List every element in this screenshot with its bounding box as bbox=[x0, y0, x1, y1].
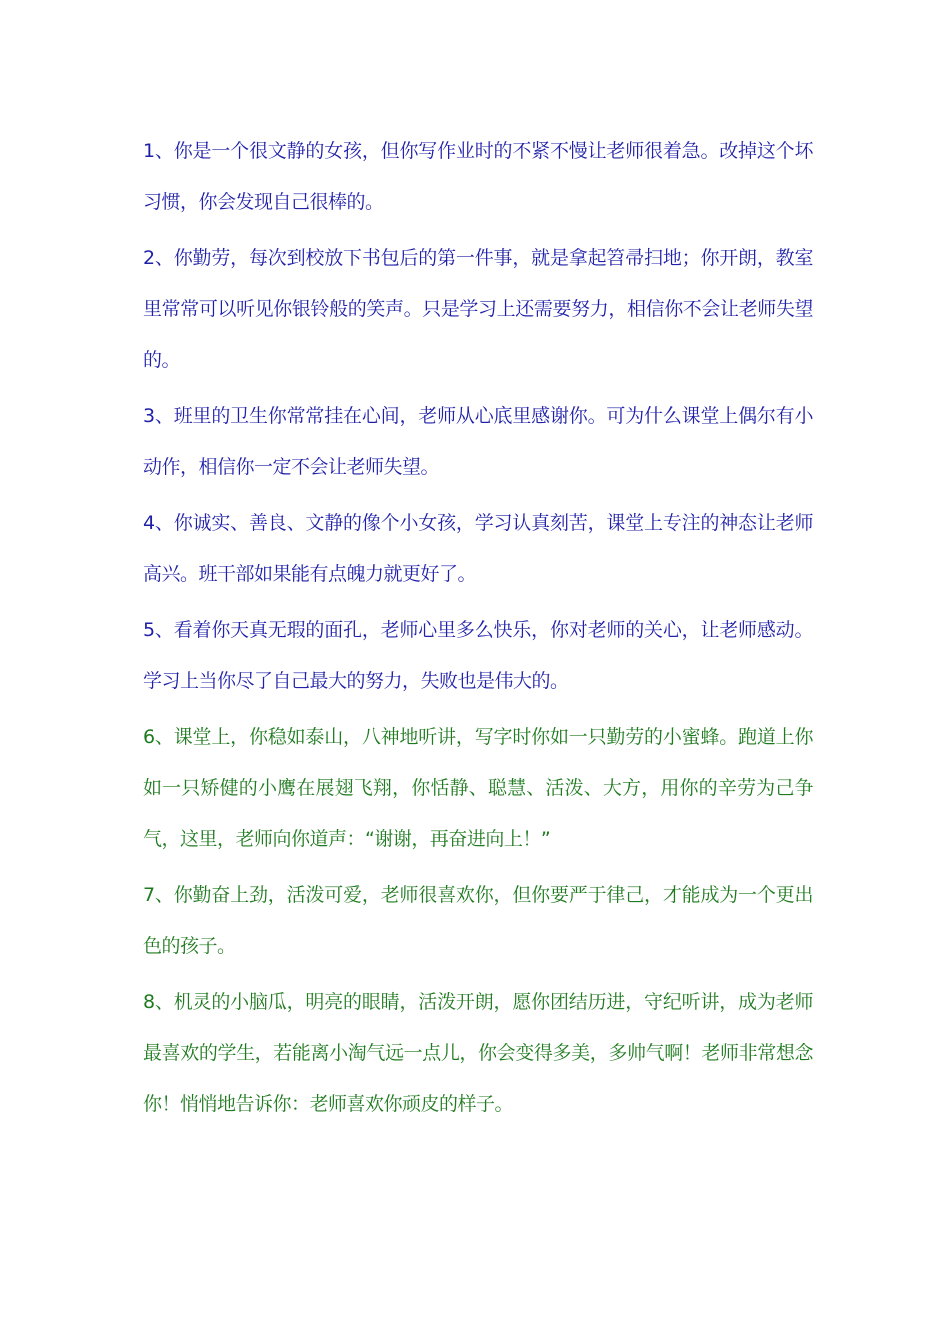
comment-paragraph-3: 3、班里的卫生你常常挂在心间，老师从心底里感谢你。可为什么课堂上偶尔有小动作，相信你一定不会让老师失望。 bbox=[143, 405, 813, 478]
comments-list bbox=[143, 126, 813, 1135]
comment-paragraph-7: 7、你勤奋上劲，活泼可爱，老师很喜欢你，但你要严于律己，才能成为一个更出色的孩子。 bbox=[143, 884, 813, 957]
comment-paragraph-8: 8、机灵的小脑瓜，明亮的眼睛，活泼开朗，愿你团结历进，守纪听讲，成为老师最喜欢的学生，若能离小淘气远一点儿，你会变得多美，多帅气啊！老师非常想念你！悄悄地告诉你：老师喜欢你顽皮的样子。 bbox=[143, 991, 813, 1115]
comment-paragraph-2: 2、你勤劳，每次到校放下书包后的第一件事，就是拿起笤帚扫地；你开朗，教室里常常可以听见你银铃般的笑声。只是学习上还需要努力，相信你不会让老师失望的。 bbox=[143, 247, 813, 371]
comment-paragraph-6: 6、课堂上，你稳如泰山，八神地听讲，写字时你如一只勤劳的小蜜蜂。跑道上你如一只矫健的小鹰在展翅飞翔，你恬静、聪慧、活泼、大方，用你的辛劳为己争气，这里，老师向你道声：“谢谢，再奋进向上！” bbox=[143, 726, 813, 850]
comment-paragraph-1: 1、你是一个很文静的女孩，但你写作业时的不紧不慢让老师很着急。改掉这个坏习惯，你会发现自己很棒的。 bbox=[143, 140, 813, 213]
comment-paragraph-4: 4、你诚实、善良、文静的像个小女孩，学习认真刻苦，课堂上专注的神态让老师高兴。班干部如果能有点魄力就更好了。 bbox=[143, 512, 813, 585]
comment-paragraph-5: 5、看着你天真无瑕的面孔，老师心里多么快乐，你对老师的关心，让老师感动。学习上当你尽了自己最大的努力，失败也是伟大的。 bbox=[143, 619, 813, 692]
